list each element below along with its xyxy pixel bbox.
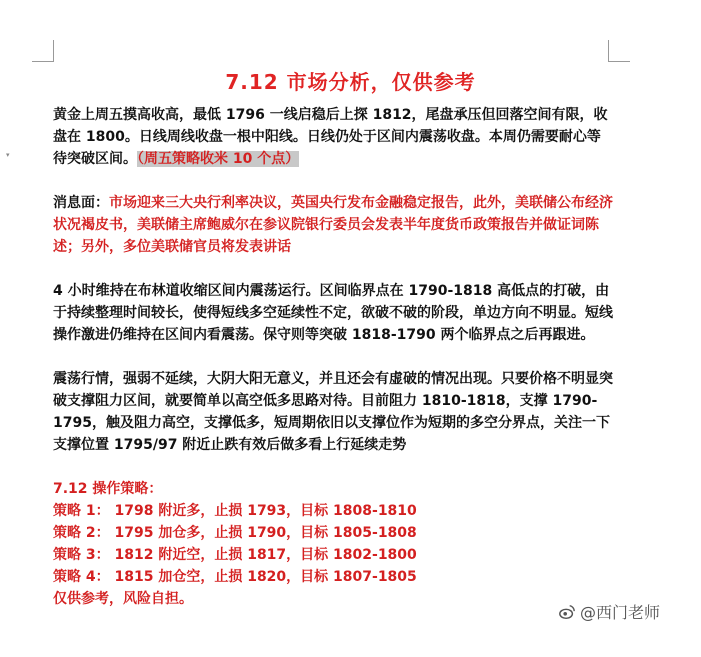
strategy-heading: 7.12 操作策略： — [53, 481, 163, 497]
highlighted-result: （周五策略收米 10 个点） — [137, 151, 300, 167]
news-label: 消息面： — [53, 195, 109, 211]
document-body — [53, 104, 613, 610]
market-review-paragraph — [53, 104, 613, 170]
watermark-text: @西门老师 — [580, 603, 661, 622]
strategy-item: 策略 2： 1795 加仓多，止损 1790，目标 1805-1808 — [53, 525, 417, 541]
strategy-item: 策略 4： 1815 加仓空，止损 1820，目标 1807-1805 — [53, 569, 417, 585]
news-text: 市场迎来三大央行利率决议，英国央行发布金融稳定报告，此外，美联储公布经济状况褐皮书，美联储主席鲍威尔在参议院银行委员会发表半年度货币政策报告并做证词陈述；另外，多位美联储官员将发表讲话 — [53, 195, 613, 255]
margin-corner-mark — [53, 40, 54, 62]
news-paragraph — [53, 192, 613, 258]
paragraph-marker-icon: ▾ — [6, 151, 10, 159]
watermark — [558, 600, 660, 623]
strategy-section — [53, 478, 613, 610]
document-title: 7.12 市场分析，仅供参考 — [225, 70, 476, 94]
four-hour-analysis-paragraph: 4 小时维持在布林道收缩区间内震荡运行。区间临界点在 1790-1818 高低点的打破，由于持续整理时间较长，使得短线多空延续性不定，欲破不破的阶段，单边方向不明显。短线操作激进仍维持在区间内看震荡。保守则等突破 1818-1790 两个临界点之后再跟进。 — [53, 283, 613, 343]
range-strategy-paragraph: 震荡行情，强弱不延续，大阴大阳无意义，并且还会有虚破的情况出现。只要价格不明显突破支撑阻力区间，就要简单以高空低多思路对待。目前阻力 1810-1818，支撑 1790-1795，触及阻力高空，支撑低多，短周期依旧以支撑位作为短期的多空分界点，关注一下支撑位置 1795/97 附近止跌有效后做多看上行延续走势 — [53, 371, 613, 453]
disclaimer: 仅供参考，风险自担。 — [53, 591, 193, 607]
strategy-item: 策略 3： 1812 附近空，止损 1817，目标 1802-1800 — [53, 547, 417, 563]
market-review-text: 黄金上周五摸高收高，最低 1796 一线启稳后上探 1812，尾盘承压但回落空间有限，收盘在 1800。日线周线收盘一根中阳线。日线仍处于区间内震荡收盘。本周仍需要耐心等待突破区间。 — [53, 107, 608, 167]
margin-corner-mark — [608, 40, 609, 62]
margin-corner-mark — [32, 61, 54, 62]
margin-corner-mark — [608, 61, 630, 62]
strategy-item: 策略 1： 1798 附近多，止损 1793，目标 1808-1810 — [53, 503, 417, 519]
weibo-logo-icon — [558, 603, 576, 621]
